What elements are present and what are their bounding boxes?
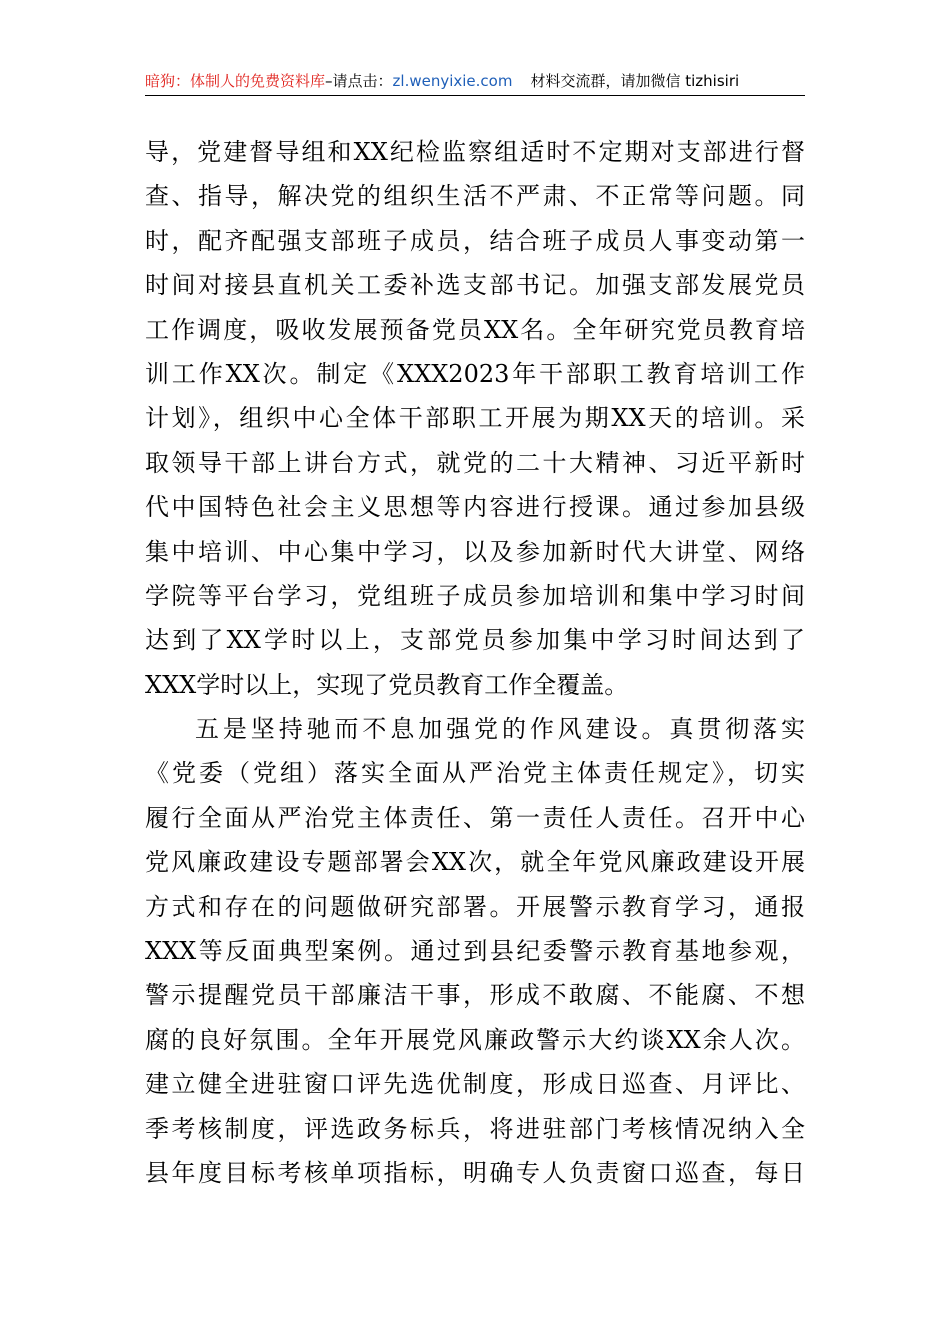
body-line: 导，党建督导组和XX纪检监察组适时不定期对支部进行督	[145, 138, 805, 166]
body-line: 建立健全进驻窗口评先选优制度，形成日巡查、月评比、	[145, 1070, 805, 1099]
body-line: 时，配齐配强支部班子成员，结合班子成员人事变动第一	[145, 226, 805, 255]
document-body	[145, 130, 805, 1195]
body-line: 计划》，组织中心全体干部职工开展为期XX天的培训。采	[145, 404, 805, 433]
body-line: XXX等反面典型案例。通过到县纪委警示教育基地参观，	[145, 937, 805, 966]
body-line: 《党委（党组）落实全面从严治党主体责任规定》，切实	[145, 759, 805, 788]
body-line: 党风廉政建设专题部署会XX次，就全年党风廉政建设开展	[145, 848, 805, 877]
body-line: 履行全面从严治党主体责任、第一责任人责任。召开中心	[145, 803, 805, 832]
body-line: 工作调度，吸收发展预备党员XX名。全年研究党员教育培	[145, 315, 805, 344]
body-line: 县年度目标考核单项指标，明确专人负责窗口巡查，每日	[145, 1158, 805, 1187]
body-line: 训工作XX次。制定《XXX2023年干部职工教育培训工作	[145, 359, 805, 388]
body-line: 方式和存在的问题做研究部署。开展警示教育学习，通报	[145, 892, 805, 921]
body-line: 警示提醒党员干部廉洁干事，形成不敢腐、不能腐、不想	[145, 981, 805, 1010]
body-line: 腐的良好氛围。全年开展党风廉政警示大约谈XX余人次。	[145, 1025, 805, 1054]
header-divider	[145, 95, 805, 96]
page-header	[145, 68, 805, 94]
header-group-text: 材料交流群，请加微信 tizhisiri	[530, 72, 740, 90]
header-url-link[interactable]: zl.wenyixie.com	[392, 72, 513, 90]
header-site-name: 暗狗：体制人的免费资料库	[145, 72, 326, 90]
body-line: 时间对接县直机关工委补选支部书记。加强支部发展党员	[145, 271, 805, 300]
body-line: 查、指导，解决党的组织生活不严肃、不正常等问题。同	[145, 182, 805, 211]
body-line: 季考核制度，评选政务标兵，将进驻部门考核情况纳入全	[145, 1114, 805, 1143]
paragraph-start-line: 五是坚持驰而不息加强党的作风建设。真贯彻落实	[195, 715, 805, 744]
body-line: 集中培训、中心集中学习，以及参加新时代大讲堂、网络	[145, 537, 805, 566]
body-line: 取领导干部上讲台方式，就党的二十大精神、习近平新时	[145, 448, 805, 477]
body-line: 达到了XX学时以上，支部党员参加集中学习时间达到了	[145, 626, 805, 655]
body-line: 学院等平台学习，党组班子成员参加培训和集中学习时间	[145, 581, 805, 610]
body-line: 代中国特色社会主义思想等内容进行授课。通过参加县级	[145, 493, 805, 522]
body-line: XXX学时以上，实现了党员教育工作全覆盖。	[145, 670, 629, 699]
header-click-prompt: –请点击：	[325, 72, 393, 90]
